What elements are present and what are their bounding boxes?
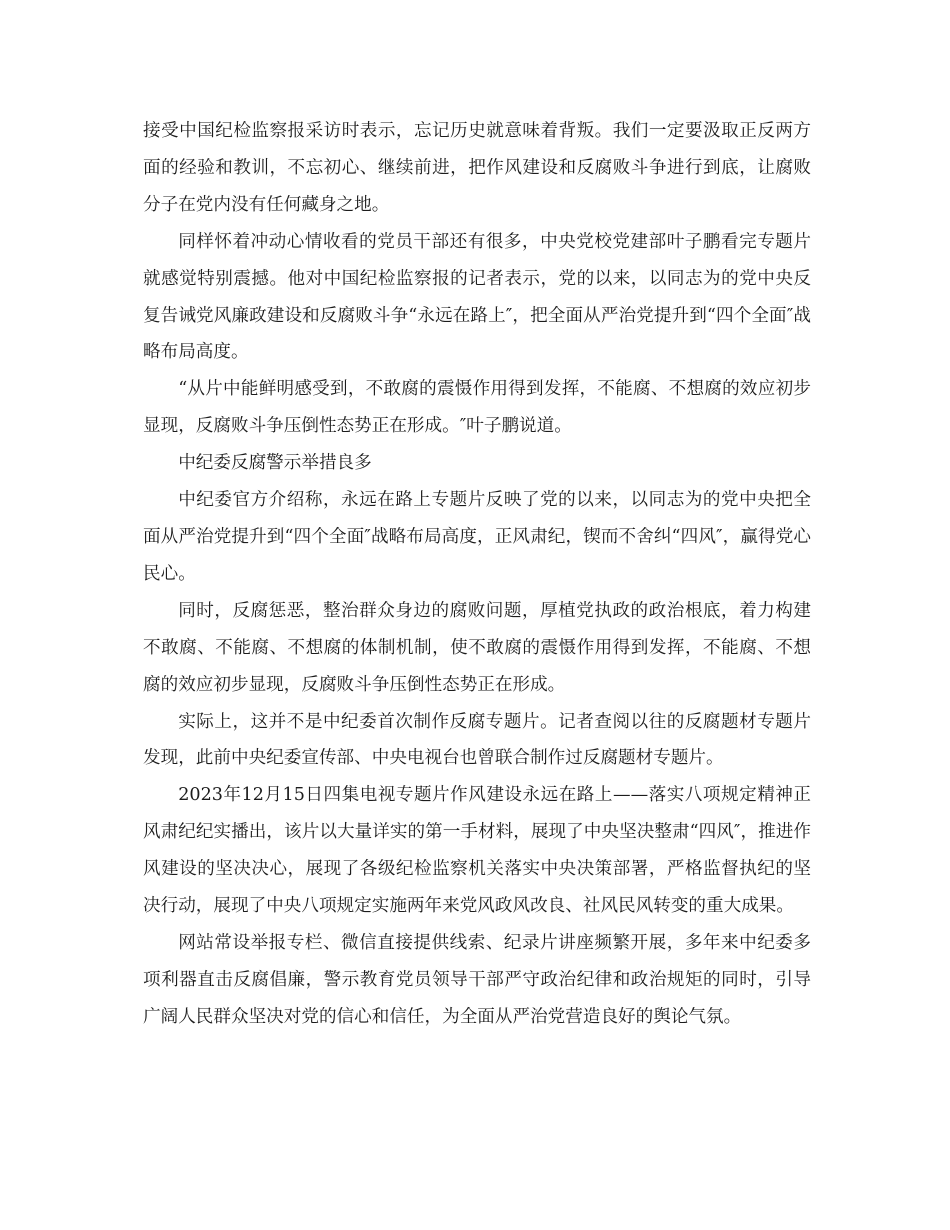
paragraph-3-quote: “从片中能鲜明感受到，不敢腐的震慑作用得到发挥，不能腐、不想腐的效应初步显现，反腐败斗争压倒性态势正在形成。″叶子鹏说道。 xyxy=(143,379,811,437)
paragraph-1: 接受中国纪检监察报采访时表示，忘记历史就意味着背叛。我们一定要汲取正反两方面的经验和教训，不忘初心、继续前进，把作风建设和反腐败斗争进行到底，让腐败分子在党内没有任何藏身之地。 xyxy=(143,121,811,215)
paragraph-6: 同时，反腐惩恶，整治群众身边的腐败问题，厚植党执政的政治根底，着力构建不敢腐、不能腐、不想腐的体制机制，使不敢腐的震慑作用得到发挥，不能腐、不想腐的效应初步显现，反腐败斗争压倒性态势正在形成。 xyxy=(143,600,811,695)
paragraph-2: 同样怀着冲动心情收看的党员干部还有很多，中央党校党建部叶子鹏看完专题片就感觉特别震撼。他对中国纪检监察报的记者表示，党的以来，以同志为的党中央反复告诫党风廉政建设和反腐败斗争“永远在路上″，把全面从严治党提升到“四个全面″战略布局高度。 xyxy=(143,231,811,363)
paragraph-9: 网站常设举报专栏、微信直接提供线索、纪录片讲座频繁开展，多年来中纪委多项利器直击反腐倡廉，警示教育党员领导干部严守政治纪律和政治规矩的同时，引导广阔人民群众坚决对党的信心和信任，为全面从严治党营造良好的舆论气氛。 xyxy=(143,932,811,1027)
paragraph-5: 中纪委官方介绍称，永远在路上专题片反映了党的以来，以同志为的党中央把全面从严治党提升到“四个全面″战略布局高度，正风肃纪，锲而不舍纠“四风″，赢得党心民心。 xyxy=(143,490,811,584)
paragraph-8: 2023年12月15日四集电视专题片作风建设永远在路上——落实八项规定精神正风肃纪纪实播出，该片以大量详实的第一手材料，展现了中央坚决整肃“四风″，推进作风建设的坚决决心，展现了各级纪检监察机关落实中央决策部署，严格监督执纪的坚决行动，展现了中央八项规定实施两年来党风政风改良、社风民风转变的重大成果。 xyxy=(143,785,811,917)
section-heading: 中纪委反腐警示举措良多 xyxy=(178,453,372,474)
article-body xyxy=(143,113,811,1036)
paragraph-7: 实际上，这并不是中纪委首次制作反腐专题片。记者查阅以往的反腐题材专题片发现，此前中央纪委宣传部、中央电视台也曾联合制作过反腐题材专题片。 xyxy=(143,711,811,769)
